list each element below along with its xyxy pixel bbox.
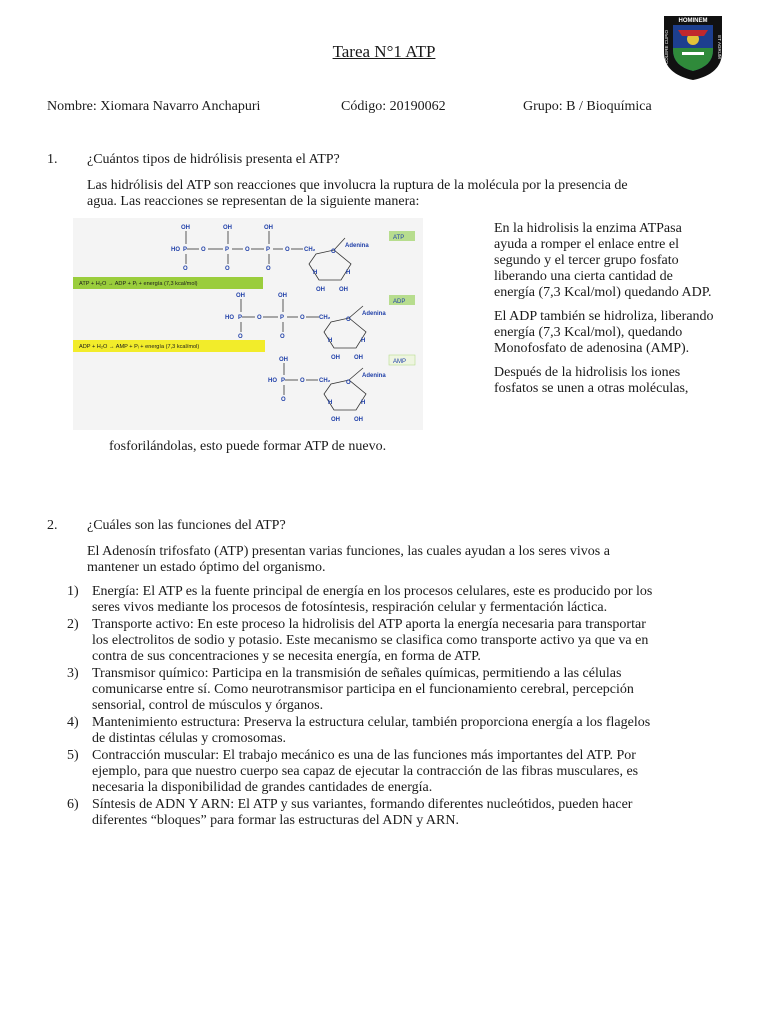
adp-tag-label: ADP — [393, 299, 406, 305]
reaction-1-text: ATP + H₂O → ADP + Pᵢ + energía (7,3 kcal/mol) — [79, 281, 198, 287]
atom-label: P — [280, 315, 285, 321]
question-2-number: 2. — [47, 518, 58, 533]
atom-label: P — [183, 247, 188, 253]
list-item-number: 1) — [67, 584, 79, 599]
atom-label: H — [361, 400, 366, 406]
atom-label: OH — [279, 357, 288, 363]
atom-label: H — [328, 400, 333, 406]
svg-text:COLERE CUPIO: COLERE CUPIO — [664, 29, 669, 65]
list-item-line: Mantenimiento estructura: Preserva la estructura celular, también proporciona energía a los flagelos — [92, 715, 651, 730]
atom-label: CH₂ — [304, 247, 316, 253]
atom-label: O — [245, 247, 250, 253]
list-item-line: ejemplo, para que nuestro cuerpo sea capaz de ejecutar la contracción de las fibras musculares, es — [92, 764, 639, 779]
question-2-intro-line-2: mantener un estado óptimo del organismo. — [87, 560, 326, 575]
atom-label: OH — [264, 225, 273, 231]
atom-label: P — [266, 247, 271, 253]
hydrolysis-explanation — [494, 221, 714, 405]
list-item-line: Energía: El ATP es la fuente principal de energía en los procesos celulares, este es producido por los — [92, 584, 653, 599]
list-item-line: comunicarse entre sí. Como neurotransmisor participa en el funcionamiento cerebral, percepción — [92, 682, 634, 697]
svg-text:ET AGRUM: ET AGRUM — [717, 35, 722, 59]
student-name: Nombre: Xiomara Navarro Anchapuri — [47, 99, 261, 114]
atom-label: O — [225, 266, 230, 272]
atom-label: P — [225, 247, 230, 253]
list-item-line: de distintas células y cromosomas. — [92, 731, 287, 746]
list-item-number: 2) — [67, 617, 79, 632]
list-item-line: Transmisor químico: Participa en la transmisión de señales químicas, permitiendo a las células — [92, 666, 622, 681]
university-crest-logo — [660, 12, 726, 82]
function-item-active-transport — [67, 617, 727, 665]
list-item-line: Síntesis de ADN Y ARN: El ATP y sus variantes, formando diferentes nucleótidos, pueden hacer — [92, 797, 633, 812]
adenine-label: Adenina — [362, 373, 386, 379]
atp-hydrolysis-diagram — [73, 218, 423, 430]
question-1-intro-line-1: Las hidrólisis del ATP son reacciones que involucra la ruptura de la molécula por la presencia de — [87, 178, 628, 193]
list-item-line: Contracción muscular: El trabajo mecánico es una de las funciones más importantes del ATP. Por — [92, 748, 636, 763]
atom-label: O — [285, 247, 290, 253]
atom-label: O — [300, 378, 305, 384]
atom-label: O — [331, 249, 336, 255]
atom-label: HO — [268, 378, 277, 384]
atom-label: HO — [225, 315, 234, 321]
atom-label: CH₂ — [319, 378, 331, 384]
student-group: Grupo: B / Bioquímica — [523, 99, 652, 114]
atom-label: OH — [278, 293, 287, 299]
atp-tag-label: ATP — [393, 235, 405, 241]
explanation-paragraph-1: En la hidrolisis la enzima ATPasa ayuda a romper el enlace entre el segundo y el tercer grupo fosfato liberando una cierta cantidad de energía (7,3 Kcal/mol) quedando ADP. — [494, 221, 712, 300]
svg-text:HOMINEM: HOMINEM — [678, 18, 708, 24]
atom-label: OH — [354, 417, 363, 423]
adenine-label: Adenina — [345, 243, 369, 249]
atom-label: O — [238, 334, 243, 340]
atom-label: P — [281, 378, 286, 384]
atom-label: OH — [331, 355, 340, 361]
list-item-number: 3) — [67, 666, 79, 681]
question-2-intro-line-1: El Adenosín trifosfato (ATP) presentan varias funciones, las cuales ayudan a los seres vivos a — [87, 544, 610, 559]
function-item-energy — [67, 584, 727, 616]
atom-label: OH — [316, 287, 325, 293]
atom-label: H — [313, 270, 318, 276]
atom-label: CH₂ — [319, 315, 331, 321]
atom-label: OH — [236, 293, 245, 299]
atom-label: O — [281, 397, 286, 403]
question-2-text: ¿Cuáles son las funciones del ATP? — [87, 518, 286, 533]
atom-label: O — [201, 247, 206, 253]
explanation-paragraph-3: Después de la hidrolisis los iones fosfatos se unen a otras moléculas, — [494, 365, 689, 396]
atom-label: OH — [354, 355, 363, 361]
list-item-line: Transporte activo: En este proceso la hidrolisis del ATP aporta la energía necesaria para transportar — [92, 617, 646, 632]
atom-label: O — [183, 266, 188, 272]
atom-label: H — [361, 338, 366, 344]
reaction-2-text: ADP + H₂O → AMP + Pᵢ + energía (7,3 kcal/mol) — [79, 344, 200, 350]
atom-label: HO — [171, 247, 180, 253]
function-item-chemical-transmitter — [67, 666, 727, 714]
list-item-line: necesaria la disponibilidad de grandes cantidades de energía. — [92, 780, 433, 795]
atom-label: O — [346, 380, 351, 386]
list-item-number: 6) — [67, 797, 79, 812]
atom-label: OH — [339, 287, 348, 293]
document-title: Tarea N°1 ATP — [332, 42, 436, 61]
atom-label: H — [328, 338, 333, 344]
atom-label: OH — [331, 417, 340, 423]
question-1-intro-line-2: agua. Las reacciones se representan de la siguiente manera: — [87, 194, 420, 209]
atp-functions-list — [67, 584, 727, 830]
list-item-line: diferentes “bloques” para formar las estructuras del ADN y ARN. — [92, 813, 459, 828]
atom-label: O — [266, 266, 271, 272]
atom-label: H — [346, 270, 351, 276]
function-item-muscle-contraction — [67, 748, 727, 796]
list-item-line: sensorial, control de músculos y órganos. — [92, 698, 324, 713]
atom-label: OH — [181, 225, 190, 231]
question-1-text: ¿Cuántos tipos de hidrólisis presenta el ATP? — [87, 152, 340, 167]
explanation-paragraph-2: El ADP también se hidroliza, liberando energía (7,3 Kcal/mol), quedando Monofosfato de adenosina (AMP). — [494, 309, 714, 356]
list-item-line: seres vivos mediante los procesos de fotosíntesis, respiración celular y fermentación láctica. — [92, 600, 608, 615]
atom-label: P — [238, 315, 243, 321]
question-1-number: 1. — [47, 152, 58, 167]
function-item-dna-rna-synthesis — [67, 797, 727, 829]
list-item-line: los electrolitos de sodio y potasio. Este mecanismo se clasifica como transporte activo ya que va en — [92, 633, 649, 648]
list-item-line: contra de sus concentraciones y se necesita energía, en forma de ATP. — [92, 649, 481, 664]
atom-label: O — [300, 315, 305, 321]
atom-label: O — [280, 334, 285, 340]
amp-tag-label: AMP — [393, 359, 407, 365]
atom-label: O — [346, 317, 351, 323]
question-1-continuation: fosforilándolas, esto puede formar ATP de nuevo. — [109, 439, 387, 454]
atom-label: OH — [223, 225, 232, 231]
function-item-structure-maintenance — [67, 715, 727, 747]
list-item-number: 5) — [67, 748, 79, 763]
adenine-label: Adenina — [362, 311, 386, 317]
list-item-number: 4) — [67, 715, 79, 730]
atom-label: O — [257, 315, 262, 321]
student-code: Código: 20190062 — [341, 99, 446, 114]
